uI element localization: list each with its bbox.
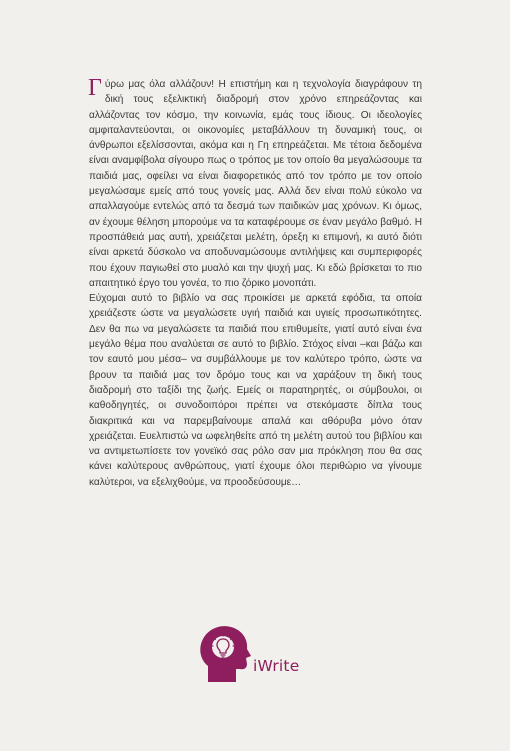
drop-cap: Γ	[88, 75, 102, 101]
publisher-logo	[196, 622, 316, 686]
head-lightbulb-icon	[196, 622, 256, 686]
blurb-text	[89, 77, 422, 490]
paragraph-1-text: ύρω μας όλα αλλάζουν! Η επιστήμη και η τεχνολογία διαγράφουν τη δική τους εξελικτική διαδρομή στον χρόνο επηρεάζοντας και αλλάζοντας τον κόσμο, την κοινωνία, εμάς τους ίδιους. Οι ιδεολογίες αμφιταλαντεύονται, οι οικονομίες μεταβάλλουν τη δυναμική τους, οι άνθρωποι εξελίσσονται, ακόμα και η Γη επηρεάζεται. Με τέτοια δεδομένα είναι αναμφίβολα σίγουρο πως ο τρόπος με τον οποίο θα μεγαλώσουμε τα παιδιά μας, οφείλει να είναι διαφορετικός από τον τρόπο με τον οποίο μεγαλώσαμε εμείς από τους γονείς μας. Αλλά δεν είναι πολύ εύκολο να απαλλαγούμε εντελώς από τα δεσμά των παιδικών μας χρόνων. Κι όμως, αν έχουμε θέληση μπορούμε να τα καταφέρουμε σε έναν μεγάλο βαθμό. Η προσπάθειά μας αυτή, χρειάζεται μελέτη, όρεξη κι επιμονή, κι αυτό διότι είναι αρκετά δύσκολο να αποδυναμώσουμε αντιλήψεις και συμπεριφορές που έχουν παγιωθεί στο μυαλό και την ψυχή μας. Κι εδώ βρίσκεται το πιο απαιτητικό έργο του γονέα, το πιο ζόρικο μονοπάτι.	[89, 79, 422, 289]
logo-text: iWrite	[253, 657, 300, 675]
paragraph-2: Εύχομαι αυτό το βιβλίο να σας προικίσει με αρκετά εφόδια, τα οποία χρειάζεστε ώστε να μεγαλώσετε υγιή παιδιά και υγιείς προσωπικότητες. Δεν θα πω να μεγαλώσετε τα παιδιά που επιθυμείτε, γιατί αυτό είναι ένα μεγάλο θέμα που αναλύεται σε αυτό το βιβλίο. Στόχος είναι –και βάζω και τον εαυτό μου μέσα– να συμβάλλουμε με τον καλύτερο τρόπο, ώστε να βρουν τα παιδιά μας τον δρόμο τους και να χαράξουν τη δική τους διαδρομή στο ταξίδι της ζωής. Εμείς οι παρατηρητές, οι σύμβουλοι, οι καθοδηγητές, οι συνοδοιπόροι πρέπει να στεκόμαστε δίπλα τους διακριτικά και να παρεμβαίνουμε απαλά και αθόρυβα μόνο όταν χρειάζεται. Ευελπιστώ να ωφεληθείτε από τη μελέτη αυτού του βιβλίου και να αντιμετωπίσετε τον γονεϊκό σας ρόλο σαν μια πρόκληση που θα σας κάνει καλύτερους ανθρώπους, γιατί έχουμε όλοι περιθώριο να γίνουμε καλύτεροι, να εξελιχθούμε, να προοδεύσουμε…	[89, 293, 422, 488]
paragraph-1	[89, 77, 422, 291]
